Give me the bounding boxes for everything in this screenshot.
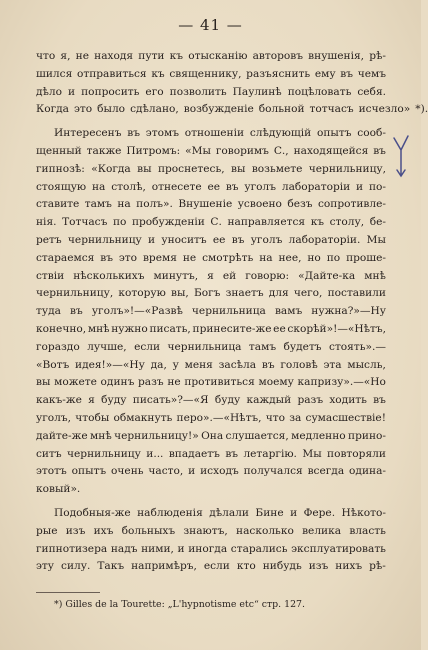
page-number: — 41 — — [178, 16, 243, 34]
text-line: ситъ чернильницу и... впадаетъ въ летаргію. Мы повторяли — [36, 447, 386, 460]
text-line: стоящую на столѣ, отнесете ее въ уголъ лабораторіи и по- — [36, 180, 386, 193]
text-line: ковый». — [36, 483, 81, 496]
text-line: гипнотизера надъ ними, и иногда старались эксплуатировать — [36, 542, 386, 555]
text-line: рые изъ ихъ больныхъ знаютъ, насколько велика власть — [36, 524, 386, 537]
text-line: Когда это было сдѣлано, возбужденіе больной тотчасъ исчезло» *). — [36, 103, 428, 116]
text-line: конечно, мнѣ нужно писать, принесите-же ее скорѣй»!—«Нѣтъ, — [36, 322, 386, 335]
text-line: этотъ опытъ очень часто, и исходъ получался всегда одина- — [36, 465, 386, 478]
text-line: ставите тамъ на полъ». Внушеніе усвоено безъ сопротивле- — [36, 198, 386, 211]
margin-annotation-mark — [390, 132, 412, 180]
page-body — [36, 48, 428, 576]
text-line: ствіи нѣсколькихъ минутъ, я ей говорю: «Дайте-ка мнѣ — [36, 269, 386, 282]
footnote: *) Gilles de la Tourette: „L'hypnotisme etc“ стр. 127. — [54, 599, 305, 610]
text-line: дайте-же мнѣ чернильницу!» Она слушается, медленно прино- — [36, 429, 386, 442]
text-line: какъ-же я буду писать»?—«Я буду каждый разъ ходить въ — [36, 394, 386, 407]
text-line: что я, не находя пути къ отысканію авторовъ внушенія, рѣ- — [36, 50, 386, 62]
text-line: шился отправиться къ священнику, разъяснить ему въ чемъ — [36, 67, 386, 80]
text-line: дѣло и попросить его позволить Паулинѣ поцѣловать себя. — [36, 85, 386, 98]
text-line: щенный также Питромъ: «Мы говоримъ С., находящейся въ — [36, 144, 386, 157]
text-line: ретъ чернильницу и уноситъ ее въ уголъ лабораторіи. Мы — [36, 233, 386, 246]
text-line: вы можете одинъ разъ не противиться моему капризу».—«Но — [36, 376, 386, 389]
text-line: гораздо лучше, если чернильница тамъ будетъ стоять».— — [36, 340, 386, 353]
text-line: эту силу. Такъ напримѣръ, если кто нибудь изъ нихъ рѣ- — [36, 560, 386, 573]
text-line: чернильницу, которую вы, Богъ знаетъ для чего, поставили — [36, 287, 386, 300]
text-line: Интересенъ въ этомъ отношеніи слѣдующій опытъ сооб- — [54, 127, 386, 140]
text-line: Подобныя-же наблюденія дѣлали Бине и Фере. Нѣкото- — [54, 506, 386, 519]
text-line: стараемся въ это время не смотрѣть на нее, но по проше- — [36, 251, 386, 264]
text-line: «Вотъ идея!»—«Ну да, у меня засѣла въ головѣ эта мысль, — [36, 358, 386, 371]
text-line: уголъ, чтобы обмакнуть перо».—«Нѣтъ, что за сумасшествіе! — [36, 411, 386, 424]
footnote-rule — [36, 592, 100, 593]
text-line: туда въ уголъ»!—«Развѣ чернильница вамъ нужна?»—Ну — [36, 305, 386, 318]
text-line: гипнозѣ: «Когда вы проснетесь, вы возьмете чернильницу, — [36, 162, 386, 175]
text-line: нія. Тотчасъ по пробужденіи С. направляется къ столу, бе- — [36, 216, 386, 229]
